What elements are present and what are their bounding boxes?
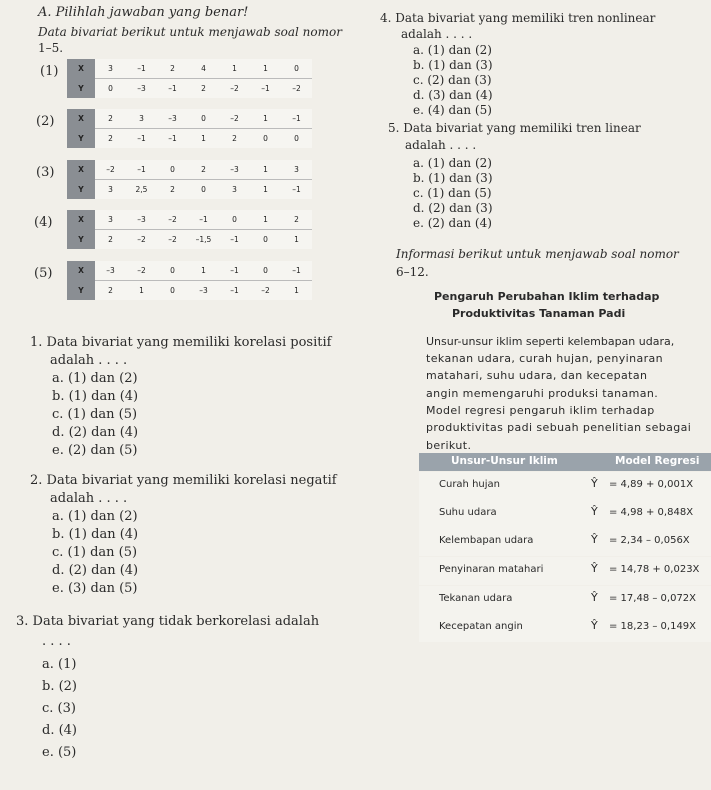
climate-element: Curah hujan (439, 479, 500, 490)
y-hat-symbol: Ŷ (591, 477, 598, 490)
row-label: Y (67, 230, 95, 250)
y-hat-symbol: Ŷ (591, 619, 598, 632)
option-e[interactable]: e. (2) dan (5) (52, 443, 138, 458)
table-cell: –2 (126, 230, 157, 250)
table-cell: –2 (157, 230, 188, 250)
option-a[interactable]: a. (1) dan (2) (413, 156, 492, 170)
bivariate-table (67, 261, 312, 300)
table-cell: 3 (95, 210, 126, 230)
option-a[interactable]: a. (1) dan (2) (52, 509, 138, 524)
row-y (67, 129, 312, 149)
climate-row (419, 586, 711, 614)
table-number: (1) (40, 64, 59, 79)
option-d[interactable]: d. (2) dan (4) (52, 563, 139, 578)
option-b[interactable]: b. (1) dan (3) (413, 58, 493, 72)
y-hat-symbol: Ŷ (591, 505, 598, 518)
article-title: Pengaruh Perubahan Iklim terhadap (434, 290, 660, 303)
article-line: berikut. (426, 439, 472, 452)
table-cell: –2 (157, 210, 188, 230)
table-number: (2) (36, 114, 55, 129)
climate-element: Kecepatan angin (439, 621, 523, 632)
climate-element: Penyinaran matahari (439, 564, 544, 575)
option-d[interactable]: d. (2) dan (4) (52, 425, 139, 440)
table-cell: 2 (95, 109, 126, 129)
table-cell: 2 (157, 59, 188, 79)
question-stem: 3. Data bivariat yang tidak berkorelasi adalah (16, 614, 320, 629)
article-line: Unsur-unsur iklim seperti kelembapan udara, (426, 335, 675, 348)
bivariate-table (67, 109, 312, 148)
row-label: Y (67, 129, 95, 149)
table-cell: 0 (250, 261, 281, 281)
option-c[interactable]: c. (2) dan (3) (413, 73, 492, 87)
table-cell: 3 (281, 160, 312, 180)
bivariate-table (67, 59, 312, 98)
regression-model: = 14,78 + 0,023X (609, 564, 700, 575)
table-cell: 3 (126, 109, 157, 129)
table-cell: 0 (157, 160, 188, 180)
table-cell: 0 (219, 210, 250, 230)
table-cell: 1 (188, 129, 219, 149)
article-line: Model regresi pengaruh iklim terhadap (426, 404, 655, 417)
table-cell: –1,5 (188, 230, 219, 250)
table-cell: 1 (250, 109, 281, 129)
table-cell: 2,5 (126, 180, 157, 200)
table-cell: –3 (188, 281, 219, 301)
intro-line: Data bivariat berikut untuk menjawab soal nomor (38, 25, 342, 39)
row-x (67, 210, 312, 230)
option-a[interactable]: a. (1) (42, 657, 77, 672)
option-e[interactable]: e. (2) dan (4) (413, 216, 492, 230)
option-e[interactable]: e. (5) (42, 745, 77, 760)
table-number: (5) (34, 266, 53, 281)
regression-model: = 17,48 – 0,072X (609, 593, 697, 604)
table-cell: –3 (157, 109, 188, 129)
table-cell: –2 (95, 160, 126, 180)
question-stem: 2. Data bivariat yang memiliki korelasi negatif (30, 473, 337, 488)
row-label: Y (67, 79, 95, 99)
row-x (67, 59, 312, 79)
article-subtitle: Produktivitas Tanaman Padi (452, 307, 626, 320)
table-cell: –1 (219, 230, 250, 250)
climate-table-header (419, 453, 711, 471)
climate-row (419, 528, 711, 556)
table-number: (4) (34, 215, 53, 230)
table-cell: 1 (281, 230, 312, 250)
table-cell: 0 (188, 180, 219, 200)
table-cell: 1 (250, 160, 281, 180)
bivariate-table (67, 210, 312, 249)
option-e[interactable]: e. (3) dan (5) (52, 581, 138, 596)
table-cell: –2 (219, 79, 250, 99)
row-label: X (67, 109, 95, 129)
table-cell: 0 (250, 129, 281, 149)
table-cell: 0 (281, 129, 312, 149)
table-cell: 2 (95, 129, 126, 149)
table-cell: –3 (126, 79, 157, 99)
option-d[interactable]: d. (3) dan (4) (413, 88, 493, 102)
table-cell: 3 (95, 180, 126, 200)
table-cell: 2 (95, 230, 126, 250)
table-cell: 1 (219, 59, 250, 79)
table-cell: 2 (157, 180, 188, 200)
instruction-heading: A. Pilihlah jawaban yang benar! (38, 5, 249, 20)
table-cell: –1 (126, 59, 157, 79)
table-cell: 1 (250, 59, 281, 79)
climate-row (419, 500, 711, 528)
table-cell: –1 (219, 281, 250, 301)
article-line: produktivitas padi sebuah penelitian sebagai (426, 421, 692, 434)
question-stem: adalah . . . . (401, 27, 473, 41)
question-stem: adalah . . . . (50, 491, 128, 506)
y-hat-symbol: Ŷ (591, 562, 598, 575)
table-cell: –1 (281, 261, 312, 281)
option-a[interactable]: a. (1) dan (2) (52, 371, 138, 386)
table-cell: 2 (281, 210, 312, 230)
table-cell: –3 (95, 261, 126, 281)
article-line: matahari, suhu udara, dan kecepatan (426, 369, 648, 382)
option-e[interactable]: e. (4) dan (5) (413, 103, 492, 117)
intro-range: 1–5. (38, 41, 64, 55)
climate-row (419, 557, 711, 585)
table-cell: 0 (95, 79, 126, 99)
table-cell: 0 (281, 59, 312, 79)
table-cell: 2 (188, 79, 219, 99)
table-cell: 1 (188, 261, 219, 281)
bivariate-table (67, 160, 312, 199)
info-range: 6–12. (396, 265, 429, 279)
question-stem: 4. Data bivariat yang memiliki tren nonlinear (380, 11, 656, 25)
table-cell: –2 (219, 109, 250, 129)
table-cell: 2 (95, 281, 126, 301)
row-label: Y (67, 281, 95, 301)
table-cell: –1 (281, 180, 312, 200)
table-cell: –3 (219, 160, 250, 180)
row-x (67, 109, 312, 129)
row-y (67, 281, 312, 301)
table-cell: –1 (281, 109, 312, 129)
table-number: (3) (36, 165, 55, 180)
regression-model: = 4,89 + 0,001X (609, 479, 694, 490)
table-cell: –1 (250, 79, 281, 99)
row-y (67, 180, 312, 200)
table-cell: 3 (219, 180, 250, 200)
row-x (67, 160, 312, 180)
row-x (67, 261, 312, 281)
option-b[interactable]: b. (1) dan (4) (52, 527, 139, 542)
option-b[interactable]: b. (1) dan (4) (52, 389, 139, 404)
option-c[interactable]: c. (1) dan (5) (52, 407, 138, 422)
table-cell: –1 (126, 129, 157, 149)
climate-element: Suhu udara (439, 507, 497, 518)
row-label: Y (67, 180, 95, 200)
regression-model: = 2,34 – 0,056X (609, 535, 690, 546)
question-stem: 1. Data bivariat yang memiliki korelasi positif (30, 335, 332, 350)
question-stem: 5. Data bivariat yang memiliki tren linear (388, 121, 641, 135)
table-cell: 1 (250, 210, 281, 230)
y-hat-symbol: Ŷ (591, 591, 598, 604)
option-b[interactable]: b. (1) dan (3) (413, 171, 493, 185)
table-cell: 0 (188, 109, 219, 129)
row-label: X (67, 261, 95, 281)
option-d[interactable]: d. (2) dan (3) (413, 201, 493, 215)
info-line: Informasi berikut untuk menjawab soal nomor (396, 247, 679, 261)
table-cell: –2 (281, 79, 312, 99)
row-y (67, 230, 312, 250)
option-a[interactable]: a. (1) dan (2) (413, 43, 492, 57)
climate-row (419, 472, 711, 500)
option-b[interactable]: b. (2) (42, 679, 78, 694)
table-cell: 1 (250, 180, 281, 200)
option-c[interactable]: c. (1) dan (5) (52, 545, 138, 560)
question-stem: adalah . . . . (405, 138, 477, 152)
table-cell: –3 (126, 210, 157, 230)
table-cell: 0 (250, 230, 281, 250)
table-cell: 4 (188, 59, 219, 79)
table-cell: 2 (219, 129, 250, 149)
table-cell: –1 (157, 79, 188, 99)
header-elements: Unsur-Unsur Iklim (451, 455, 558, 467)
table-cell: –2 (250, 281, 281, 301)
question-stem: adalah . . . . (50, 353, 128, 368)
row-label: X (67, 210, 95, 230)
y-hat-symbol: Ŷ (591, 533, 598, 546)
table-cell: –1 (126, 160, 157, 180)
option-c[interactable]: c. (1) dan (5) (413, 186, 492, 200)
row-label: X (67, 160, 95, 180)
row-label: X (67, 59, 95, 79)
table-cell: 1 (281, 281, 312, 301)
climate-element: Kelembapan udara (439, 535, 534, 546)
regression-model: = 4,98 + 0,848X (609, 507, 694, 518)
table-cell: –1 (157, 129, 188, 149)
question-stem: . . . . (42, 634, 71, 649)
row-y (67, 79, 312, 99)
article-line: tekanan udara, curah hujan, penyinaran (426, 352, 664, 365)
table-cell: –2 (126, 261, 157, 281)
table-cell: 1 (126, 281, 157, 301)
header-model: Model Regresi (615, 455, 700, 467)
table-cell: 0 (157, 281, 188, 301)
table-cell: 2 (188, 160, 219, 180)
table-cell: 3 (95, 59, 126, 79)
table-cell: –1 (219, 261, 250, 281)
table-cell: –1 (188, 210, 219, 230)
article-line: angin memengaruhi produksi tanaman. (426, 387, 659, 400)
table-cell: 0 (157, 261, 188, 281)
climate-row (419, 614, 711, 642)
option-d[interactable]: d. (4) (42, 723, 78, 738)
climate-element: Tekanan udara (439, 593, 513, 604)
option-c[interactable]: c. (3) (42, 701, 76, 716)
regression-model: = 18,23 – 0,149X (609, 621, 697, 632)
